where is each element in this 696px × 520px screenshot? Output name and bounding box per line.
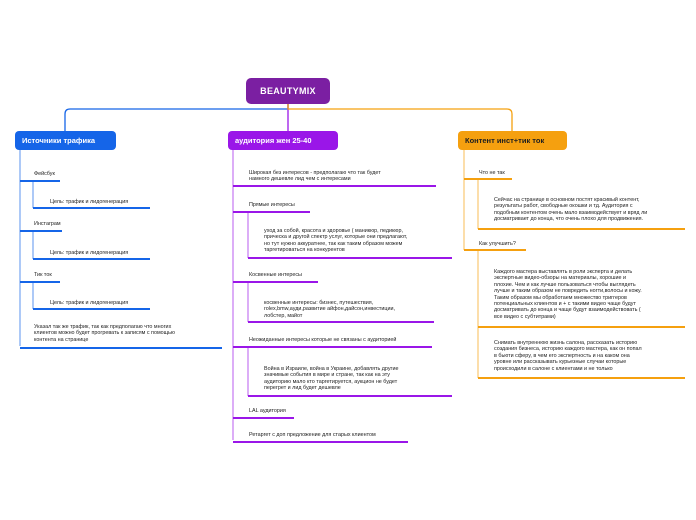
link-root-traffic bbox=[65, 104, 288, 131]
branch-content[interactable]: Контент инст+тик ток bbox=[458, 131, 567, 150]
node-retarget[interactable]: Ретаргет с доп предложение для старых клиентом bbox=[249, 432, 376, 438]
root-node[interactable]: BEAUTYMIX bbox=[246, 78, 330, 104]
node-traffic-note[interactable]: Указал так же трафик, так как предполагаю что многих клиентов можно будет прогревать к записям с помощью контента на странице bbox=[34, 324, 175, 343]
node-direct-interests-detail[interactable]: уход за собой, красота и здоровье ( маникюр, педикюр, прическа и другой спектр услуг, которые они предлагают, но тут нужно аккуратнее, так как таким образом можем таргетироваться на конкурентов bbox=[264, 228, 408, 254]
node-how-improve[interactable]: Как улучшить? bbox=[479, 241, 516, 247]
link-root-content bbox=[288, 104, 512, 131]
node-tiktok[interactable]: Тик ток bbox=[34, 272, 52, 278]
node-unexpected-interests[interactable]: Неожиданные интересы которые не связаны с аудиторией bbox=[249, 337, 397, 343]
node-whats-wrong[interactable]: Что не так bbox=[479, 170, 505, 176]
node-indirect-interests-detail[interactable]: косвенные интересы: бизнес, путешествия, rolex,bmw,ауди,развитие айфон,дайсон,инвестиции, лобстер, майот bbox=[264, 300, 396, 319]
node-broad-audience[interactable]: Широкая без интересов - предполагаю что так будет намного дешевле лид чем с интересами bbox=[249, 170, 381, 183]
node-tiktok-goal[interactable]: Цель: трафик и лидогенерация bbox=[50, 300, 129, 306]
branch-traffic-sources[interactable]: Источники трафика bbox=[15, 131, 116, 150]
node-improve-salon-life[interactable]: Снимать внутреннюю жизнь салона, рассказать историю создания бизнеса, историю каждого мастера, как он попал в бьюти сферу, в чем его экспертность и на каком она уровне или рассказывать курьезные случаи которые происходили в салоне с клиентами и не только bbox=[494, 340, 642, 372]
node-direct-interests[interactable]: Прямые интересы bbox=[249, 202, 295, 208]
node-whats-wrong-detail[interactable]: Сейчас на странице в основном постят красивый контент, результаты работ, свободные окошки и тд. Аудитория с подобным контентом очень мало взаимодействует и вряд ли досматривает до конца, что очень плохо для продвижения. bbox=[494, 197, 648, 223]
node-unexpected-interests-detail[interactable]: Война в Израиле, война в Украине, добавлять другие значимые события в мире и стране, так как на эту аудиторию мало кто таргетируется, аукцион не будет перегрет и лид будет дешевле bbox=[264, 366, 399, 392]
node-instagram[interactable]: Инстаграм bbox=[34, 221, 61, 227]
node-indirect-interests[interactable]: Косвенные интересы bbox=[249, 272, 302, 278]
node-facebook[interactable]: Фейсбук bbox=[34, 171, 55, 177]
node-lal-audience[interactable]: LAL аудитория bbox=[249, 408, 286, 414]
node-improve-expert-videos[interactable]: Каждого мастера выставлять в роли эксперта и делать экспертные видео-обзоры на материалы, хорошие и плохие. Чем и как лучше пользоваться чтобы выглядеть лучше и таким образом не повредить ногти,волосы и кожу. Таким образом мы обработаем множество триггеров потенциальных клиентов и + с такими видео чаще будут досматривать до конца и чаще будут взаимодействовать ( все видео с субтитрами) bbox=[494, 269, 642, 320]
node-instagram-goal[interactable]: Цель: трафик и лидогенерация bbox=[50, 250, 129, 256]
node-facebook-goal[interactable]: Цель: трафик и лидогенерация bbox=[50, 199, 129, 205]
branch-audience[interactable]: аудитория жен 25-40 bbox=[228, 131, 338, 150]
